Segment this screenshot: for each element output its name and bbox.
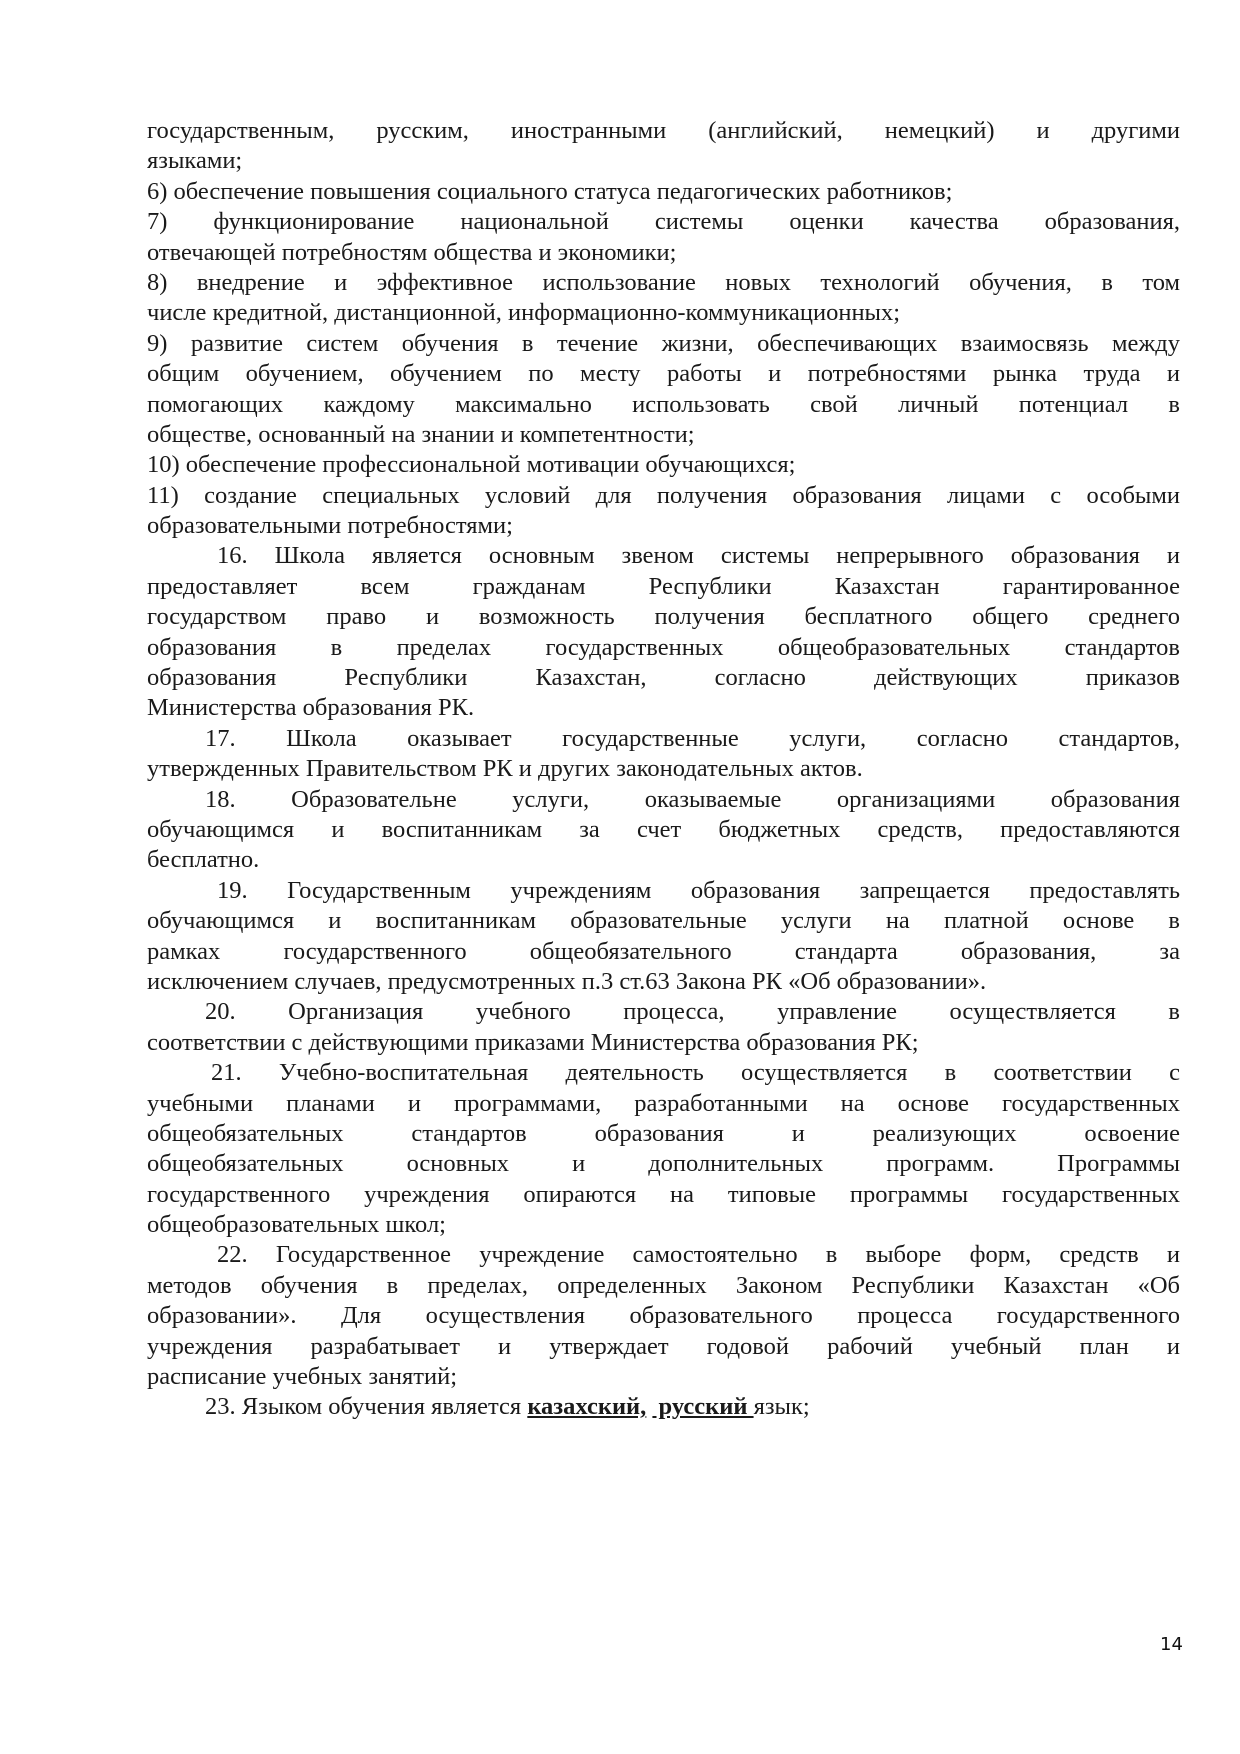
paragraph-22: 22. Государственное учреждение самостоятельно в выборе форм, средств и: [217, 1241, 1180, 1269]
text-line: языками;: [147, 147, 243, 175]
text-line: рамках государственного общеобязательного стандарта образования, за: [147, 937, 1180, 965]
text-line: государственного учреждения опираются на типовые программы государственных: [147, 1180, 1180, 1208]
text-line: обучающимся и воспитанникам за счет бюджетных средств, предоставляются: [147, 815, 1180, 843]
paragraph-19: 19. Государственным учреждениям образования запрещается предоставлять: [217, 876, 1180, 904]
language-russian: русский: [652, 1393, 754, 1421]
paragraph-20: 20. Организация учебного процесса, управление осуществляется в: [205, 998, 1180, 1026]
text-line: соответствии с действующими приказами Министерства образования РК;: [147, 1028, 919, 1056]
text-line: общеобязательных стандартов образования и реализующих освоение: [147, 1119, 1180, 1147]
paragraph-17: 17. Школа оказывает государственные услуги, согласно стандартов,: [205, 724, 1180, 752]
paragraph-18: 18. Образовательне услуги, оказываемые организациями образования: [205, 785, 1180, 813]
text-line: образовательными потребностями;: [147, 512, 513, 540]
text-line: обществе, основанный на знании и компетентности;: [147, 420, 695, 448]
text-line: учебными планами и программами, разработанными на основе государственных: [147, 1089, 1180, 1117]
text-line: общим обучением, обучением по месту работы и потребностями рынка труда и: [147, 360, 1180, 388]
text-line: учреждения разрабатывает и утверждает годовой рабочий учебный план и: [147, 1332, 1180, 1360]
text-line: методов обучения в пределах, определенных Законом Республики Казахстан «Об: [147, 1271, 1180, 1299]
paragraph-23-prefix: 23. Языком обучения является: [205, 1393, 528, 1421]
text-line: бесплатно.: [147, 846, 260, 874]
text-line: отвечающей потребностям общества и экономики;: [147, 238, 677, 266]
text-line: образования в пределах государственных общеобразовательных стандартов: [147, 633, 1180, 661]
page-number: 14: [1160, 1634, 1183, 1655]
text-line: утвержденных Правительством РК и других законодательных актов.: [147, 755, 863, 783]
paragraph-23: [147, 1392, 1180, 1422]
list-item-6: 6) обеспечение повышения социального статуса педагогических работников;: [147, 177, 953, 205]
paragraph-21: 21. Учебно-воспитательная деятельность осуществляется в соответствии с: [211, 1059, 1180, 1087]
text-line: расписание учебных занятий;: [147, 1363, 458, 1391]
list-item-9: 9) развитие систем обучения в течение жизни, обеспечивающих взаимосвязь между: [147, 329, 1180, 357]
paragraph-23-suffix: язык;: [753, 1393, 810, 1421]
text-line: помогающих каждому максимально использовать свой личный потенциал в: [147, 390, 1180, 418]
text-line: государственным, русским, иностранными (английский, немецкий) и другими: [147, 117, 1180, 144]
text-line: образования Республики Казахстан, согласно действующих приказов: [147, 664, 1180, 692]
list-item-11: 11) создание специальных условий для получения образования лицами с особыми: [147, 481, 1180, 509]
list-item-10: 10) обеспечение профессиональной мотивации обучающихся;: [147, 451, 796, 479]
document-body: [147, 116, 1180, 1423]
language-kazakh: казахский,: [527, 1393, 647, 1421]
text-line: государством право и возможность получения бесплатного общего среднего: [147, 603, 1180, 631]
text-line: общеобразовательных школ;: [147, 1211, 446, 1239]
text-line: образовании». Для осуществления образовательного процесса государственного: [147, 1302, 1180, 1330]
list-item-8: 8) внедрение и эффективное использование новых технологий обучения, в том: [147, 268, 1180, 296]
list-item-7: 7) функционирование национальной системы оценки качества образования,: [147, 208, 1180, 236]
text-line: числе кредитной, дистанционной, информационно-коммуникационных;: [147, 299, 901, 327]
text-line: предоставляет всем гражданам Республики Казахстан гарантированное: [147, 572, 1180, 600]
paragraph-16: 16. Школа является основным звеном системы непрерывного образования и: [217, 542, 1180, 570]
text-line: Министерства образования РК.: [147, 694, 475, 722]
text-line: исключением случаев, предусмотренных п.3 ст.63 Закона РК «Об образовании».: [147, 967, 987, 995]
text-line: обучающимся и воспитанникам образовательные услуги на платной основе в: [147, 907, 1180, 935]
text-line: общеобязательных основных и дополнительных программ. Программы: [147, 1150, 1180, 1178]
